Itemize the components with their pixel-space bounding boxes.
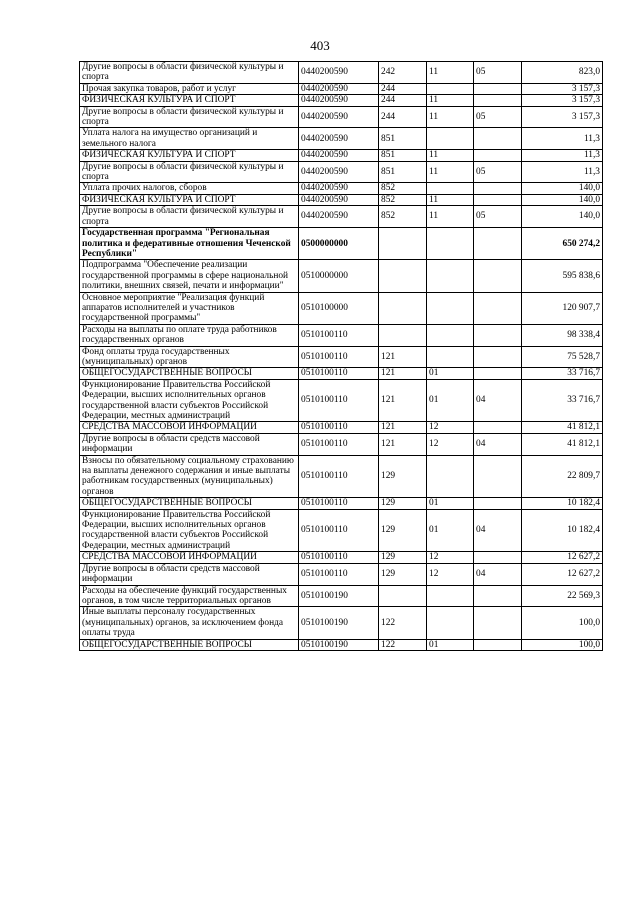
row-sum-cell: 140,0 bbox=[522, 206, 603, 228]
row-name-cell: Функционирование Правительства Российской Федерации, высших исполнительных органов государственной власти субъектов Российской Федерации, местных администраций bbox=[80, 379, 299, 422]
row-rz-cell bbox=[427, 346, 474, 368]
row-sum-cell: 140,0 bbox=[522, 194, 603, 205]
row-name-cell: Подпрограмма "Обеспечение реализации государственной программы в сфере национальной политики, внешних связей, печати и информации" bbox=[80, 260, 299, 292]
row-rz-cell bbox=[427, 607, 474, 639]
row-name-cell: Расходы на обеспечение функций государственных органов, в том числе территориальных органов bbox=[80, 585, 299, 607]
row-name-cell: ОБЩЕГОСУДАРСТВЕННЫЕ ВОПРОСЫ bbox=[80, 498, 299, 509]
table-row bbox=[80, 83, 603, 94]
budget-table bbox=[79, 61, 603, 651]
row-rz-cell: 12 bbox=[427, 552, 474, 563]
table-row bbox=[80, 346, 603, 368]
row-rz-cell bbox=[427, 585, 474, 607]
row-rz-cell: 11 bbox=[427, 194, 474, 205]
row-rz-cell: 12 bbox=[427, 422, 474, 433]
row-vr-cell bbox=[379, 228, 427, 260]
row-name-cell: Фонд оплаты труда государственных (муниципальных) органов bbox=[80, 346, 299, 368]
table-row bbox=[80, 95, 603, 106]
row-sum-cell: 41 812,1 bbox=[522, 422, 603, 433]
row-csr-cell: 0510100190 bbox=[299, 639, 379, 650]
row-pr-cell bbox=[474, 639, 522, 650]
row-csr-cell: 0510100110 bbox=[299, 563, 379, 585]
row-rz-cell: 01 bbox=[427, 379, 474, 422]
row-sum-cell: 100,0 bbox=[522, 607, 603, 639]
table-row bbox=[80, 552, 603, 563]
row-vr-cell bbox=[379, 585, 427, 607]
table-row bbox=[80, 433, 603, 455]
row-name-cell: Другие вопросы в области физической культуры и спорта bbox=[80, 106, 299, 128]
table-row bbox=[80, 194, 603, 205]
row-pr-cell: 05 bbox=[474, 106, 522, 128]
row-pr-cell bbox=[474, 498, 522, 509]
row-csr-cell: 0440200590 bbox=[299, 150, 379, 161]
row-name-cell: Расходы на выплаты по оплате труда работников государственных органов bbox=[80, 324, 299, 346]
row-rz-cell: 11 bbox=[427, 161, 474, 183]
row-name-cell: Другие вопросы в области физической культуры и спорта bbox=[80, 62, 299, 84]
row-pr-cell bbox=[474, 368, 522, 379]
row-vr-cell: 129 bbox=[379, 552, 427, 563]
row-name-cell: СРЕДСТВА МАССОВОЙ ИНФОРМАЦИИ bbox=[80, 552, 299, 563]
row-pr-cell bbox=[474, 607, 522, 639]
row-vr-cell: 121 bbox=[379, 422, 427, 433]
row-pr-cell bbox=[474, 194, 522, 205]
row-sum-cell: 823,0 bbox=[522, 62, 603, 84]
table-row bbox=[80, 607, 603, 639]
row-sum-cell: 3 157,3 bbox=[522, 83, 603, 94]
row-sum-cell: 41 812,1 bbox=[522, 433, 603, 455]
row-rz-cell: 11 bbox=[427, 95, 474, 106]
table-row bbox=[80, 183, 603, 194]
table-row bbox=[80, 639, 603, 650]
row-vr-cell: 121 bbox=[379, 433, 427, 455]
row-vr-cell: 244 bbox=[379, 83, 427, 94]
row-csr-cell: 0440200590 bbox=[299, 161, 379, 183]
row-sum-cell: 12 627,2 bbox=[522, 563, 603, 585]
row-vr-cell: 852 bbox=[379, 194, 427, 205]
row-pr-cell bbox=[474, 128, 522, 150]
row-rz-cell bbox=[427, 260, 474, 292]
row-name-cell: Другие вопросы в области средств массовой информации bbox=[80, 563, 299, 585]
row-csr-cell: 0510100110 bbox=[299, 422, 379, 433]
row-csr-cell: 0440200590 bbox=[299, 128, 379, 150]
table-row bbox=[80, 106, 603, 128]
table-row bbox=[80, 498, 603, 509]
row-name-cell: Прочая закупка товаров, работ и услуг bbox=[80, 83, 299, 94]
table-row bbox=[80, 563, 603, 585]
row-csr-cell: 0440200590 bbox=[299, 206, 379, 228]
row-sum-cell: 10 182,4 bbox=[522, 509, 603, 552]
row-name-cell: Другие вопросы в области физической культуры и спорта bbox=[80, 206, 299, 228]
row-rz-cell bbox=[427, 292, 474, 324]
row-pr-cell bbox=[474, 228, 522, 260]
row-rz-cell: 12 bbox=[427, 563, 474, 585]
table-row bbox=[80, 509, 603, 552]
row-pr-cell bbox=[474, 552, 522, 563]
row-csr-cell: 0510000000 bbox=[299, 260, 379, 292]
row-rz-cell bbox=[427, 128, 474, 150]
row-vr-cell: 244 bbox=[379, 95, 427, 106]
row-name-cell: Другие вопросы в области средств массовой информации bbox=[80, 433, 299, 455]
row-sum-cell: 100,0 bbox=[522, 639, 603, 650]
row-pr-cell bbox=[474, 183, 522, 194]
row-rz-cell: 01 bbox=[427, 368, 474, 379]
row-rz-cell bbox=[427, 183, 474, 194]
page-number: 403 bbox=[310, 38, 330, 53]
row-name-cell: Государственная программа "Региональная политика и федеративные отношения Чеченской Республики" bbox=[80, 228, 299, 260]
row-rz-cell bbox=[427, 83, 474, 94]
row-sum-cell: 33 716,7 bbox=[522, 379, 603, 422]
row-sum-cell: 22 809,7 bbox=[522, 455, 603, 498]
table-row bbox=[80, 368, 603, 379]
table-row bbox=[80, 455, 603, 498]
table-row bbox=[80, 379, 603, 422]
row-vr-cell bbox=[379, 260, 427, 292]
table-row bbox=[80, 128, 603, 150]
table-row bbox=[80, 161, 603, 183]
row-sum-cell: 12 627,2 bbox=[522, 552, 603, 563]
row-csr-cell: 0510100110 bbox=[299, 379, 379, 422]
row-vr-cell: 129 bbox=[379, 455, 427, 498]
row-csr-cell: 0440200590 bbox=[299, 83, 379, 94]
row-vr-cell: 121 bbox=[379, 368, 427, 379]
row-sum-cell: 33 716,7 bbox=[522, 368, 603, 379]
row-rz-cell: 01 bbox=[427, 509, 474, 552]
row-csr-cell: 0510100110 bbox=[299, 368, 379, 379]
row-name-cell: Иные выплаты персоналу государственных (муниципальных) органов, за исключением фонда оплаты труда bbox=[80, 607, 299, 639]
row-pr-cell: 04 bbox=[474, 509, 522, 552]
budget-table-body bbox=[80, 62, 603, 651]
row-pr-cell bbox=[474, 455, 522, 498]
row-csr-cell: 0510100110 bbox=[299, 498, 379, 509]
row-rz-cell bbox=[427, 324, 474, 346]
row-sum-cell: 11,3 bbox=[522, 150, 603, 161]
row-pr-cell: 05 bbox=[474, 206, 522, 228]
row-vr-cell: 122 bbox=[379, 639, 427, 650]
row-rz-cell: 11 bbox=[427, 150, 474, 161]
row-pr-cell: 05 bbox=[474, 62, 522, 84]
row-name-cell: ОБЩЕГОСУДАРСТВЕННЫЕ ВОПРОСЫ bbox=[80, 639, 299, 650]
table-row bbox=[80, 585, 603, 607]
row-csr-cell: 0510100000 bbox=[299, 292, 379, 324]
row-pr-cell bbox=[474, 585, 522, 607]
row-csr-cell: 0500000000 bbox=[299, 228, 379, 260]
row-vr-cell: 129 bbox=[379, 563, 427, 585]
table-row bbox=[80, 292, 603, 324]
row-name-cell: ФИЗИЧЕСКАЯ КУЛЬТУРА И СПОРТ bbox=[80, 150, 299, 161]
row-csr-cell: 0440200590 bbox=[299, 194, 379, 205]
row-vr-cell: 851 bbox=[379, 150, 427, 161]
row-vr-cell: 851 bbox=[379, 128, 427, 150]
row-vr-cell: 129 bbox=[379, 498, 427, 509]
row-sum-cell: 3 157,3 bbox=[522, 106, 603, 128]
row-sum-cell: 75 528,7 bbox=[522, 346, 603, 368]
row-name-cell: Функционирование Правительства Российской Федерации, высших исполнительных органов государственной власти субъектов Российской Федерации, местных администраций bbox=[80, 509, 299, 552]
row-pr-cell bbox=[474, 260, 522, 292]
row-sum-cell: 10 182,4 bbox=[522, 498, 603, 509]
row-pr-cell: 04 bbox=[474, 379, 522, 422]
row-sum-cell: 98 338,4 bbox=[522, 324, 603, 346]
row-csr-cell: 0510100190 bbox=[299, 585, 379, 607]
row-pr-cell: 04 bbox=[474, 563, 522, 585]
row-sum-cell: 140,0 bbox=[522, 183, 603, 194]
row-csr-cell: 0510100110 bbox=[299, 455, 379, 498]
row-pr-cell: 04 bbox=[474, 433, 522, 455]
row-rz-cell bbox=[427, 228, 474, 260]
row-csr-cell: 0510100190 bbox=[299, 607, 379, 639]
row-csr-cell: 0510100110 bbox=[299, 509, 379, 552]
row-sum-cell: 120 907,7 bbox=[522, 292, 603, 324]
row-name-cell: Уплата прочих налогов, сборов bbox=[80, 183, 299, 194]
row-vr-cell: 122 bbox=[379, 607, 427, 639]
row-vr-cell: 851 bbox=[379, 161, 427, 183]
row-rz-cell: 11 bbox=[427, 106, 474, 128]
row-vr-cell: 244 bbox=[379, 106, 427, 128]
row-sum-cell: 3 157,3 bbox=[522, 95, 603, 106]
row-vr-cell: 129 bbox=[379, 509, 427, 552]
table-row bbox=[80, 62, 603, 84]
row-pr-cell bbox=[474, 346, 522, 368]
row-name-cell: Уплата налога на имущество организаций и земельного налога bbox=[80, 128, 299, 150]
table-row bbox=[80, 422, 603, 433]
row-rz-cell: 11 bbox=[427, 62, 474, 84]
row-sum-cell: 11,3 bbox=[522, 161, 603, 183]
row-csr-cell: 0440200590 bbox=[299, 183, 379, 194]
row-vr-cell: 852 bbox=[379, 183, 427, 194]
row-csr-cell: 0510100110 bbox=[299, 346, 379, 368]
row-vr-cell: 121 bbox=[379, 379, 427, 422]
row-pr-cell: 05 bbox=[474, 161, 522, 183]
row-pr-cell bbox=[474, 83, 522, 94]
row-sum-cell: 11,3 bbox=[522, 128, 603, 150]
row-csr-cell: 0510100110 bbox=[299, 324, 379, 346]
row-csr-cell: 0440200590 bbox=[299, 106, 379, 128]
row-pr-cell bbox=[474, 324, 522, 346]
row-pr-cell bbox=[474, 422, 522, 433]
row-pr-cell bbox=[474, 292, 522, 324]
row-sum-cell: 595 838,6 bbox=[522, 260, 603, 292]
row-vr-cell: 852 bbox=[379, 206, 427, 228]
row-csr-cell: 0440200590 bbox=[299, 95, 379, 106]
row-name-cell: ФИЗИЧЕСКАЯ КУЛЬТУРА И СПОРТ bbox=[80, 194, 299, 205]
table-row bbox=[80, 206, 603, 228]
table-row bbox=[80, 150, 603, 161]
row-name-cell: Взносы по обязательному социальному страхованию на выплаты денежного содержания и иные выплаты работникам государственных (муниципальных) органов bbox=[80, 455, 299, 498]
row-csr-cell: 0440200590 bbox=[299, 62, 379, 84]
row-name-cell: Основное мероприятие "Реализация функций аппаратов исполнителей и участников государственной программы" bbox=[80, 292, 299, 324]
table-row bbox=[80, 260, 603, 292]
row-pr-cell bbox=[474, 150, 522, 161]
row-rz-cell: 12 bbox=[427, 433, 474, 455]
row-name-cell: СРЕДСТВА МАССОВОЙ ИНФОРМАЦИИ bbox=[80, 422, 299, 433]
row-sum-cell: 22 569,3 bbox=[522, 585, 603, 607]
row-vr-cell bbox=[379, 324, 427, 346]
row-name-cell: ФИЗИЧЕСКАЯ КУЛЬТУРА И СПОРТ bbox=[80, 95, 299, 106]
row-sum-cell: 650 274,2 bbox=[522, 228, 603, 260]
row-csr-cell: 0510100110 bbox=[299, 433, 379, 455]
table-row bbox=[80, 324, 603, 346]
row-rz-cell bbox=[427, 455, 474, 498]
row-vr-cell: 121 bbox=[379, 346, 427, 368]
row-vr-cell bbox=[379, 292, 427, 324]
row-pr-cell bbox=[474, 95, 522, 106]
row-csr-cell: 0510100110 bbox=[299, 552, 379, 563]
row-rz-cell: 01 bbox=[427, 639, 474, 650]
row-vr-cell: 242 bbox=[379, 62, 427, 84]
row-rz-cell: 01 bbox=[427, 498, 474, 509]
row-rz-cell: 11 bbox=[427, 206, 474, 228]
row-name-cell: Другие вопросы в области физической культуры и спорта bbox=[80, 161, 299, 183]
row-name-cell: ОБЩЕГОСУДАРСТВЕННЫЕ ВОПРОСЫ bbox=[80, 368, 299, 379]
table-row bbox=[80, 228, 603, 260]
